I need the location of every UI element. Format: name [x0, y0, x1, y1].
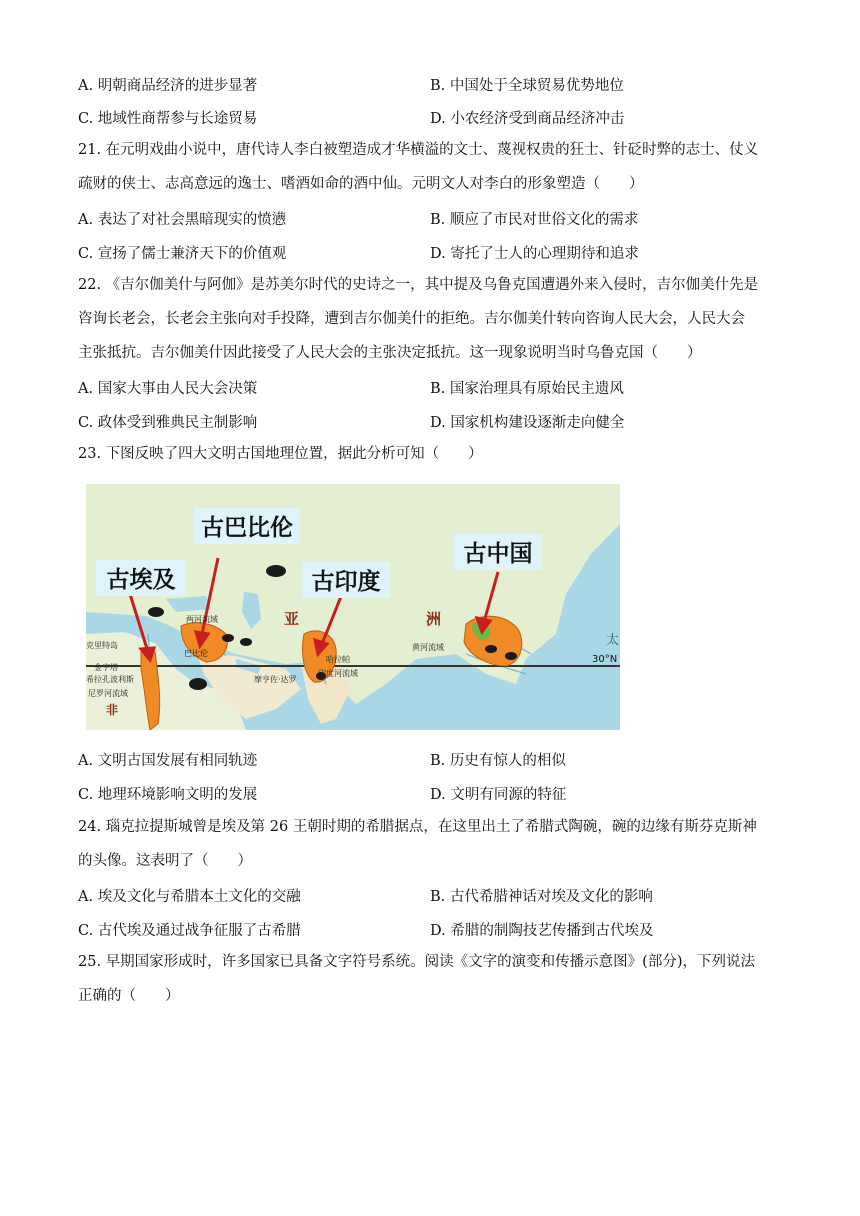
map-label-africa: 非: [106, 703, 119, 717]
q21-options-row1: [78, 208, 790, 230]
q22-line2: 咨询长老会，长老会主张向对手投降，遭到吉尔伽美什的拒绝。吉尔伽美什转向咨询人民大会，人民大会: [78, 311, 745, 327]
map-label-pyramid: 金字塔: [94, 663, 118, 672]
q24-line1: 24. 瑙克拉提斯城曾是埃及第 26 王朝时期的希腊据点，在这里出土了希腊式陶碗，碗的边缘有斯芬克斯神: [78, 819, 757, 835]
map-label-crete: 克里特岛: [86, 641, 118, 650]
q25-line1: 25. 早期国家形成时，许多国家已具备文字符号系统。阅读《文字的演变和传播示意图》(部分)，下列说法: [78, 954, 755, 970]
q20-options-row1: [78, 74, 790, 96]
map-label-yellow-river: 黄河流域: [412, 643, 444, 652]
q22-option-a[interactable]: A. 国家大事由人民大会决策: [78, 381, 258, 397]
q25-line2: 正确的（ ）: [78, 988, 180, 1004]
q20-option-d[interactable]: D. 小农经济受到商品经济冲击: [430, 111, 625, 127]
q21-stem: [78, 133, 790, 201]
q23-options-row1: [78, 749, 790, 771]
q22-stem: [78, 268, 790, 370]
q20-option-b[interactable]: B. 中国处于全球贸易优势地位: [430, 78, 624, 94]
q23-option-c[interactable]: C. 地理环境影响文明的发展: [78, 787, 258, 803]
map-label-babylon-city: 巴比伦: [184, 649, 208, 658]
map-label-30n: 30°N: [592, 654, 618, 665]
map-label-nile: 尼罗河流域: [88, 689, 128, 698]
label-egypt: 古埃及: [106, 567, 176, 593]
camel-icon: [266, 565, 286, 577]
label-egypt-box: [96, 560, 186, 596]
map-label-two-rivers: 两河流域: [186, 615, 218, 624]
label-babylon: 古巴比伦: [201, 515, 293, 541]
q21-option-d[interactable]: D. 寄托了士人的心理期待和追求: [430, 246, 639, 262]
q22-line1: 22. 《吉尔伽美什与阿伽》是苏美尔时代的史诗之一，其中提及乌鲁克国遭遇外来入侵时，吉尔伽美什先是: [78, 277, 759, 293]
label-india-box: [302, 562, 390, 598]
q23-options-row2: [78, 783, 790, 805]
q24-options-row2: [78, 919, 790, 941]
q23-option-a[interactable]: A. 文明古国发展有相同轨迹: [78, 753, 258, 769]
map-label-harappa: 哈拉帕: [326, 655, 350, 664]
q24-options-row1: [78, 885, 790, 907]
q24-option-a[interactable]: A. 埃及文化与希腊本土文化的交融: [78, 889, 301, 905]
q21-line1: 21. 在元明戏曲小说中，唐代诗人李白被塑造成才华横溢的文士、蔑视权贵的狂士、针砭时弊的志士、仗义: [78, 142, 759, 158]
label-china-box: [454, 534, 542, 570]
pig-icon: [485, 645, 497, 653]
four-civilizations-map: [86, 484, 620, 730]
ox-icon: [505, 652, 517, 660]
map-label-hierakonpolis: 希拉孔波利斯: [86, 675, 134, 684]
sheep-icon: [240, 638, 252, 646]
q20-option-c[interactable]: C. 地域性商帮参与长途贸易: [78, 111, 258, 127]
label-babylon-box: [194, 508, 300, 544]
q24-option-c[interactable]: C. 古代埃及通过战争征服了古希腊: [78, 923, 301, 939]
q20-options-row2: [78, 107, 790, 129]
q24-line2: 的头像。这表明了（ ）: [78, 853, 252, 869]
q22-option-d[interactable]: D. 国家机构建设逐渐走向健全: [430, 415, 625, 431]
q21-line2: 疏财的侠士、志高意远的逸士、嗜酒如命的酒中仙。元明文人对李白的形象塑造（ ）: [78, 176, 644, 192]
q22-options-row1: [78, 377, 790, 399]
map-label-asia: 亚: [284, 610, 300, 628]
q22-options-row2: [78, 411, 790, 433]
q21-option-c[interactable]: C. 宣扬了儒士兼济天下的价值观: [78, 246, 287, 262]
q22-line3: 主张抵抗。吉尔伽美什因此接受了人民大会的主张决定抵抗。这一现象说明当时乌鲁克国（ ）: [78, 345, 702, 361]
q25-stem: [78, 945, 790, 1013]
map-label-pacific: 太: [606, 633, 620, 648]
q24-stem: [78, 810, 790, 878]
map-label-zhou: 洲: [426, 610, 442, 628]
q24-option-b[interactable]: B. 古代希腊神话对埃及文化的影响: [430, 889, 653, 905]
map-label-mohenjo: 摩亨佐·达罗: [254, 675, 297, 684]
q23-stem: [78, 437, 790, 471]
horse-icon: [148, 607, 164, 617]
q21-option-b[interactable]: B. 顺应了市民对世俗文化的需求: [430, 212, 639, 228]
label-china: 古中国: [463, 541, 533, 567]
q23-line1: 23. 下图反映了四大文明古国地理位置，据此分析可知（ ）: [78, 446, 483, 462]
q23-option-b[interactable]: B. 历史有惊人的相似: [430, 753, 566, 769]
q23-option-d[interactable]: D. 文明有同源的特征: [430, 787, 567, 803]
q22-option-b[interactable]: B. 国家治理具有原始民主遗风: [430, 381, 624, 397]
q20-option-a[interactable]: A. 明朝商品经济的进步显著: [78, 78, 258, 94]
camel-icon-2: [189, 678, 207, 690]
label-india: 古印度: [311, 569, 381, 595]
map-label-indus: 印度河流域: [318, 669, 358, 678]
cattle-icon: [222, 634, 234, 642]
q21-option-a[interactable]: A. 表达了对社会黑暗现实的愤懑: [78, 212, 287, 228]
q24-option-d[interactable]: D. 希腊的制陶技艺传播到古代埃及: [430, 923, 654, 939]
q22-option-c[interactable]: C. 政体受到雅典民主制影响: [78, 415, 258, 431]
q21-options-row2: [78, 242, 790, 264]
